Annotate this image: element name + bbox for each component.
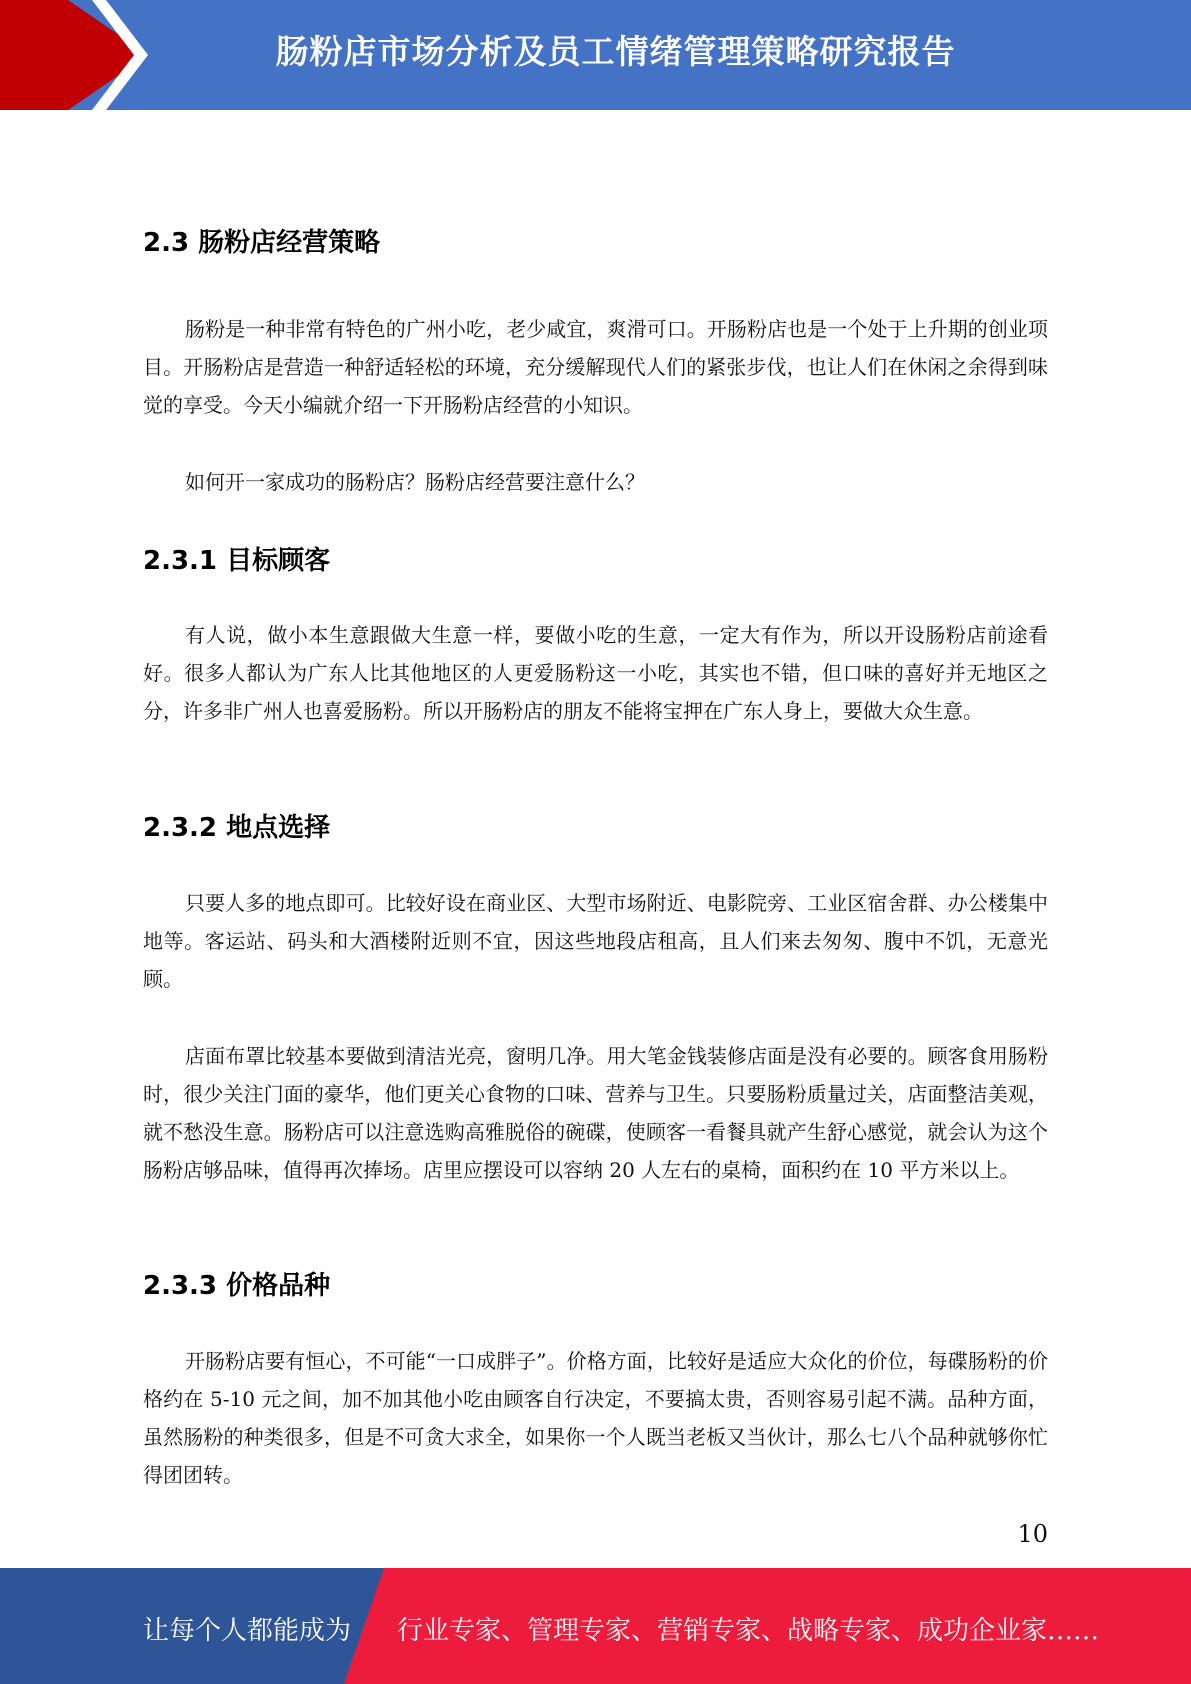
document-title: 肠粉店市场分析及员工情绪管理策略研究报告 — [275, 32, 956, 71]
paragraph: 开肠粉店要有恒心，不可能“一口成胖子”。价格方面，比较好是适应大众化的价位，每碟肠粉的价格约在 5-10 元之间，加不加其他小吃由顾客自行决定，不要搞太贵，否则容易引起不满。品种方面，虽然肠粉的种类很多，但是不可贪大求全，如果你一个人既当老板又当伙计，那么七八个品种就够你忙得团团转。 — [143, 1349, 1048, 1487]
page-header — [0, 0, 1191, 110]
paragraph: 店面布罩比较基本要做到清洁光亮，窗明几净。用大笔金钱装修店面是没有必要的。顾客食用肠粉时，很少关注门面的豪华，他们更关心食物的口味、营养与卫生。只要肠粉质量过关，店面整洁美观，就不愁没生意。肠粉店可以注意选购高雅脱俗的碗碟，使顾客一看餐具就产生舒心感觉，就会认为这个肠粉店够品味，值得再次捧场。店里应摆设可以容纳 20 人左右的桌椅，面积约在 10 平方米以上。 — [143, 1044, 1048, 1182]
section-heading-2-3-1: 2.3.1 目标顾客 — [143, 546, 331, 576]
page-footer — [0, 1568, 1191, 1684]
footer-expert-list: 行业专家、管理专家、营销专家、战略专家、成功企业家…… — [397, 1616, 1100, 1646]
footer-slogan: 让每个人都能成为 — [143, 1616, 352, 1646]
paragraph: 只要人多的地点即可。比较好设在商业区、大型市场附近、电影院旁、工业区宿舍群、办公楼集中地等。客运站、码头和大酒楼附近则不宜，因这些地段店租高，且人们来去匆匆、腹中不饥，无意光顾。 — [143, 891, 1048, 991]
paragraph: 如何开一家成功的肠粉店？肠粉店经营要注意什么？ — [185, 470, 645, 494]
section-heading-2-3-2: 2.3.2 地点选择 — [143, 813, 331, 843]
section-heading-2-3-3: 2.3.3 价格品种 — [143, 1271, 331, 1301]
section-heading-2-3: 2.3 肠粉店经营策略 — [143, 228, 381, 258]
paragraph: 有人说，做小本生意跟做大生意一样，要做小吃的生意，一定大有作为，所以开设肠粉店前途看好。很多人都认为广东人比其他地区的人更爱肠粉这一小吃，其实也不错，但口味的喜好并无地区之分，许多非广州人也喜爱肠粉。所以开肠粉店的朋友不能将宝押在广东人身上，要做大众生意。 — [143, 623, 1048, 723]
paragraph: 肠粉是一种非常有特色的广州小吃，老少咸宜，爽滑可口。开肠粉店也是一个处于上升期的创业项目。开肠粉店是营造一种舒适轻松的环境，充分缓解现代人们的紧张步伐，也让人们在休闲之余得到味觉的享受。今天小编就介绍一下开肠粉店经营的小知识。 — [143, 317, 1048, 417]
page-number: 10 — [1017, 1520, 1048, 1548]
